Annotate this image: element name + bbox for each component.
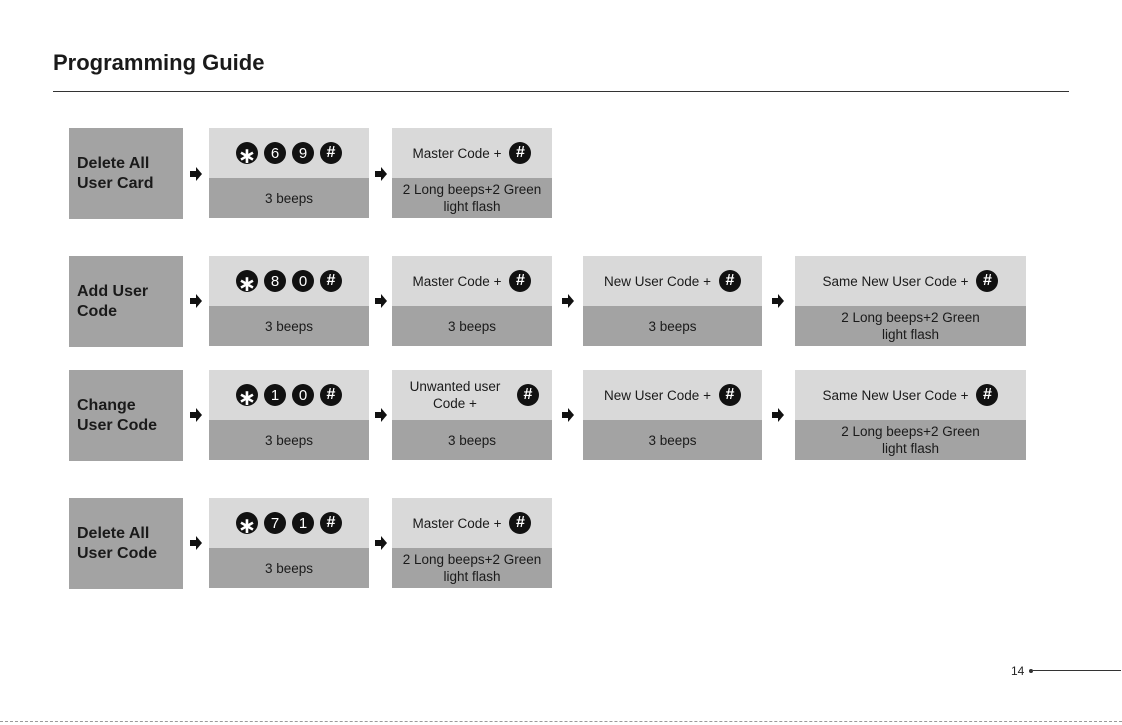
step-result: 3 beeps (583, 306, 762, 346)
page-number: 14 (1011, 664, 1025, 678)
hash-key-icon: # (509, 142, 531, 164)
step-box (392, 128, 552, 218)
page-bottom-dashed-line (0, 721, 1122, 722)
arrow-icon (189, 167, 203, 181)
title-rule (53, 91, 1069, 92)
step-text: New User Code + (604, 273, 711, 289)
step-result: 3 beeps (392, 420, 552, 460)
digit-key-icon: 8 (264, 270, 286, 292)
star-key-icon: ∗ (237, 513, 257, 538)
arrow-icon (771, 408, 785, 422)
step-box (795, 256, 1026, 346)
step-box (392, 256, 552, 346)
step-text: Master Code + (412, 273, 502, 289)
hash-key-icon: # (517, 384, 539, 406)
page-title: Programming Guide (53, 50, 265, 75)
star-key-icon: ∗ (237, 271, 257, 296)
step-box (392, 370, 552, 460)
arrow-icon (374, 408, 388, 422)
step-result: 3 beeps (392, 306, 552, 346)
hash-key-icon: # (509, 512, 531, 534)
step-result: 3 beeps (209, 420, 369, 460)
step-result: 2 Long beeps+2 Green light flash (795, 306, 1026, 346)
hash-key-icon: # (509, 270, 531, 292)
hash-key-icon: # (719, 384, 741, 406)
step-text: Master Code + (412, 145, 502, 161)
arrow-icon (374, 536, 388, 550)
step-box (795, 370, 1026, 460)
key-sequence-box (209, 370, 369, 460)
arrow-icon (189, 408, 203, 422)
hash-key-icon: # (976, 384, 998, 406)
key-sequence-box (209, 256, 369, 346)
step-text: Unwanted user Code + (409, 379, 501, 411)
digit-key-icon: 1 (264, 384, 286, 406)
hash-key-icon: # (976, 270, 998, 292)
step-result: 2 Long beeps+2 Green light flash (392, 548, 552, 588)
step-text: Master Code + (412, 515, 502, 531)
step-box (583, 256, 762, 346)
page-number-line (1033, 670, 1121, 671)
hash-key-icon: # (320, 384, 342, 406)
arrow-icon (189, 536, 203, 550)
hash-key-icon: # (719, 270, 741, 292)
step-result: 3 beeps (583, 420, 762, 460)
arrow-icon (374, 167, 388, 181)
star-key-icon: ∗ (237, 143, 257, 168)
hash-key-icon: # (320, 512, 342, 534)
arrow-icon (561, 408, 575, 422)
digit-key-icon: 7 (264, 512, 286, 534)
row-label: Add User Code (69, 256, 183, 347)
key-sequence-box (209, 498, 369, 588)
key-sequence-box (209, 128, 369, 218)
star-key-icon: ∗ (237, 385, 257, 410)
step-result: 2 Long beeps+2 Green light flash (795, 420, 1026, 460)
step-text: Same New User Code + (822, 273, 969, 289)
step-text: Same New User Code + (822, 387, 969, 403)
step-box (583, 370, 762, 460)
arrow-icon (771, 294, 785, 308)
arrow-icon (189, 294, 203, 308)
hash-key-icon: # (320, 270, 342, 292)
digit-key-icon: 6 (264, 142, 286, 164)
digit-key-icon: 9 (292, 142, 314, 164)
row-label: Delete All User Card (69, 128, 183, 219)
digit-key-icon: 1 (292, 512, 314, 534)
step-text: New User Code + (604, 387, 711, 403)
row-label: Delete All User Code (69, 498, 183, 589)
step-result: 3 beeps (209, 178, 369, 218)
step-result: 2 Long beeps+2 Green light flash (392, 178, 552, 218)
row-label: Change User Code (69, 370, 183, 461)
digit-key-icon: 0 (292, 384, 314, 406)
digit-key-icon: 0 (292, 270, 314, 292)
step-result: 3 beeps (209, 306, 369, 346)
step-result: 3 beeps (209, 548, 369, 588)
hash-key-icon: # (320, 142, 342, 164)
arrow-icon (561, 294, 575, 308)
arrow-icon (374, 294, 388, 308)
step-box (392, 498, 552, 588)
